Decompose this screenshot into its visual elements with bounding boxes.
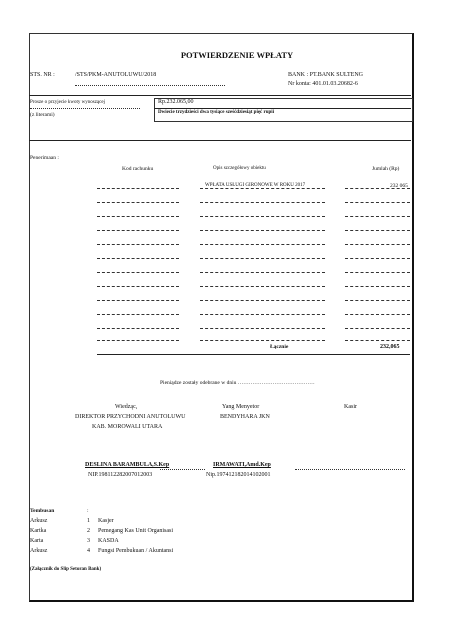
- cc-number: 3: [87, 538, 90, 544]
- cc-label: Arkusz: [30, 518, 48, 524]
- sig2-title: BENDYHARA JKN: [220, 414, 270, 420]
- sig3-dots: [295, 469, 405, 470]
- table-row-line: [97, 272, 179, 273]
- sig2-name: IRMAWATI,Amd.Kep: [213, 462, 271, 468]
- sts-label: STS. NR :: [30, 72, 55, 78]
- cc-text: Kasjer: [98, 518, 114, 524]
- section-divider-2: [29, 140, 411, 141]
- amount-value: Rp.232.065,00: [158, 99, 194, 105]
- sts-underline: [75, 85, 225, 86]
- total-value: 232,065: [380, 344, 400, 350]
- cc-text: Fungsi Pembukuan / Akuntansi: [98, 548, 174, 554]
- col-desc-header: Opis szczegółowy obiektu: [213, 166, 266, 171]
- sig1-nip: NIP.198112282007012003: [88, 472, 153, 478]
- table-row-line: [200, 340, 325, 341]
- cc-title: Tembusan: [30, 508, 55, 514]
- cc-text: KASDA: [98, 538, 119, 544]
- document-title: POTWIERDZENIE WPŁATY: [180, 50, 294, 60]
- table-row-line: [345, 272, 410, 273]
- table-row-line: [200, 230, 325, 231]
- row1-description: WPŁATA USŁUGI GIRONOWE W ROKU 2017: [205, 183, 306, 188]
- table-row-line: [345, 340, 410, 341]
- cc-colon: :: [87, 508, 89, 514]
- amount-box-divider: [154, 108, 411, 109]
- table-row-line: [345, 244, 410, 245]
- table-row-line: [97, 286, 179, 287]
- attachment-note: (Załącznik do Slip Setoran Bank): [30, 567, 102, 572]
- table-row-line: [97, 230, 179, 231]
- table-row-line: [200, 286, 325, 287]
- sig1-title: DIREKTOR PRZYCHODNI ANUTOLUWU: [75, 414, 186, 420]
- total-underline: [97, 354, 410, 355]
- bank-name: BANK : PT.BANK SULTENG: [288, 72, 364, 78]
- sts-value: /STS/PKM-ANUTOLUWU/2018: [75, 72, 157, 78]
- table-row-line: [97, 202, 179, 203]
- table-row-line: [97, 258, 179, 259]
- section-divider: [29, 95, 411, 96]
- table-row-line: [345, 286, 410, 287]
- bank-account: Nr konta: 401.01.03.20682-6: [288, 81, 358, 87]
- table-row-line: [97, 340, 179, 341]
- table-row-line: [200, 328, 325, 329]
- cc-number: 4: [87, 548, 90, 554]
- table-row-line: [200, 314, 325, 315]
- sig1-label: Wiedząc,: [115, 404, 138, 410]
- cc-text: Pemegang Kas Unit Organisasi: [98, 528, 174, 534]
- table-row-line: [345, 328, 410, 329]
- table-row-line: [200, 272, 325, 273]
- cc-label: Arkusz: [30, 548, 48, 554]
- table-row-line: [345, 230, 410, 231]
- table-row-line: [97, 314, 179, 315]
- table-row-line: [200, 202, 325, 203]
- sig1-name: DESLINA BARAMBULA,S.Kep: [85, 462, 170, 468]
- col-amount-header: Jumlah (Rp): [372, 166, 400, 172]
- cc-number: 2: [87, 528, 90, 534]
- amount-label-words: (z literami): [30, 112, 55, 118]
- receipt-label: Penerimaan :: [30, 155, 59, 161]
- table-row-line: [97, 328, 179, 329]
- table-row-line: [97, 300, 179, 301]
- total-label: Łącznie: [270, 344, 289, 350]
- table-row-line: [200, 258, 325, 259]
- col-code-header: Kod rachunku: [122, 166, 154, 172]
- table-row-line: [345, 258, 410, 259]
- sig2-nip: Nip.197412182014102001: [206, 472, 271, 478]
- cc-label: Karta: [30, 538, 44, 544]
- table-row-line: [200, 188, 325, 189]
- table-row-line: [345, 188, 410, 189]
- amount-label-underline: [30, 108, 140, 109]
- table-row-line: [200, 244, 325, 245]
- table-row-line: [345, 202, 410, 203]
- sig3-label: Kasir: [344, 404, 357, 410]
- sig1-title-2: KAB. MOROWALI UTARA: [92, 424, 163, 430]
- table-row-line: [200, 216, 325, 217]
- table-row-line: [200, 300, 325, 301]
- table-row-line: [97, 188, 179, 189]
- table-row-line: [97, 216, 179, 217]
- table-row-line: [97, 244, 179, 245]
- amount-label: Prosze o przyjecie kwoty wynoszącej: [30, 100, 105, 105]
- table-row-line: [345, 300, 410, 301]
- amount-words: Dwiecie trzydzieści dwa tysiące sześćdziesiąt pięć rupii: [158, 110, 275, 115]
- sig-dots: [160, 469, 205, 470]
- row1-amount: 232 065: [390, 183, 408, 189]
- sig2-label: Yang Menyetor: [222, 404, 260, 410]
- cc-number: 1: [87, 518, 90, 524]
- table-row-line: [345, 216, 410, 217]
- table-row-line: [345, 314, 410, 315]
- received-date-line: Pieniądze zostały odebrane w dniu ……………………………………: [160, 380, 315, 386]
- cc-label: Kartka: [30, 528, 47, 534]
